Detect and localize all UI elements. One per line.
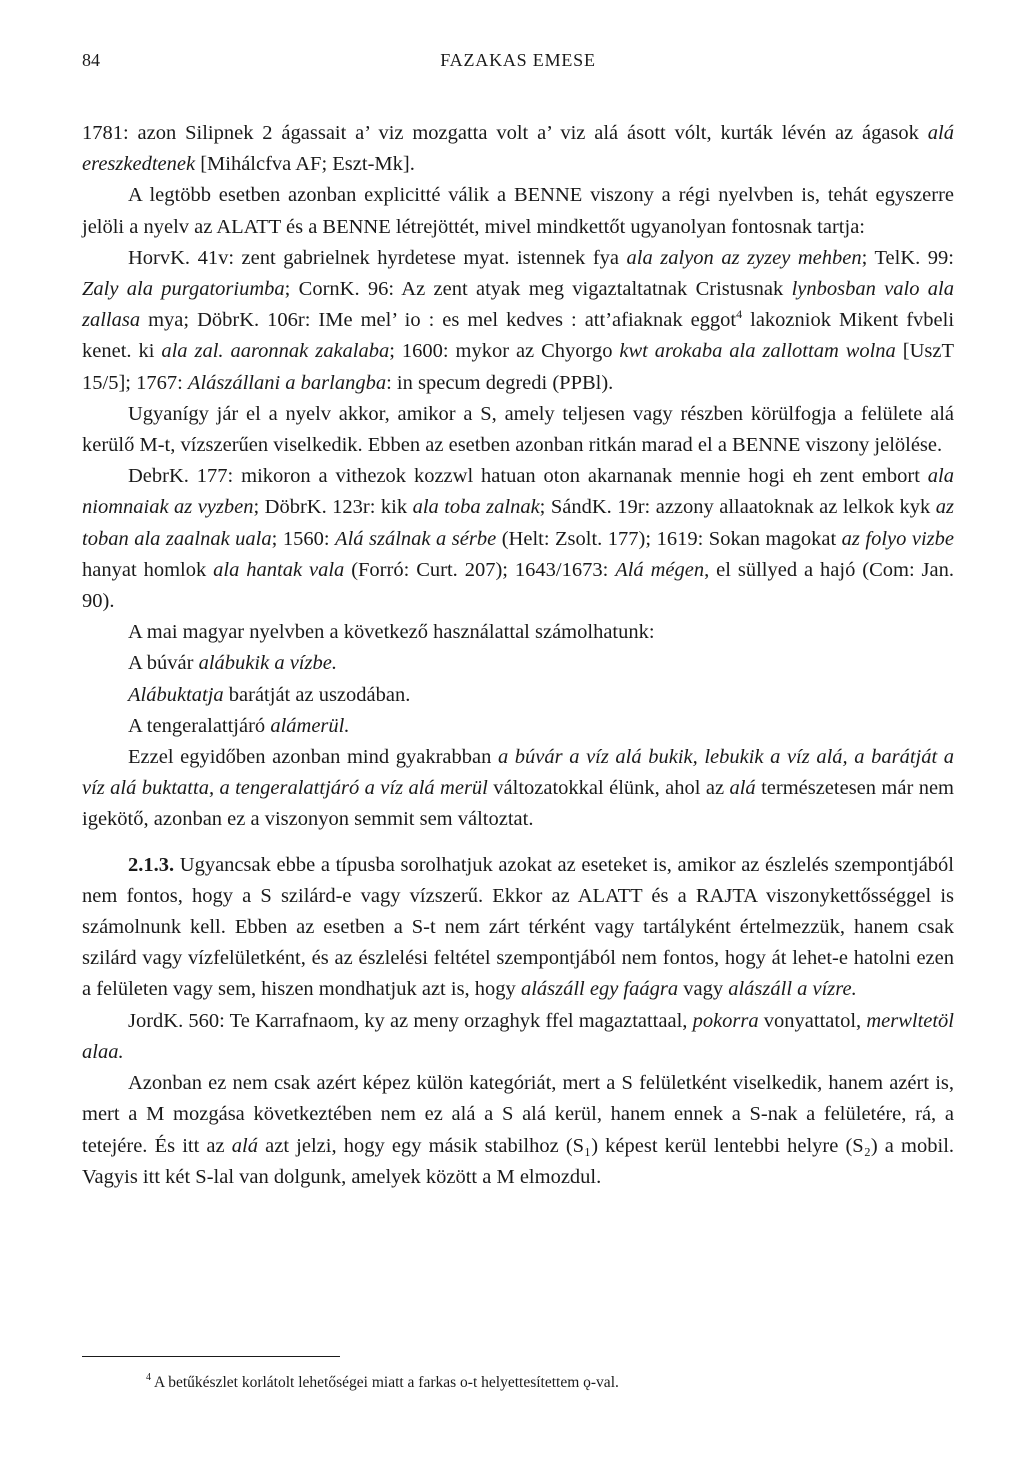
body-text: [82, 118, 954, 1193]
italic-run: Alá mégen: [615, 558, 705, 581]
italic-run: az toban ala zaalnak uala: [82, 496, 954, 550]
italic-run: alá ereszkedtenek: [82, 122, 954, 176]
text-run: lakozniok Mikent fvbeli kenet. ki: [82, 309, 955, 363]
italic-run: a búvár a víz alá bukik, lebukik a víz alá, a barátját a víz alá buktatta, a tengeralattjáró a víz alá merül: [82, 746, 954, 800]
italic-run: merwltetöl alaa.: [82, 1009, 954, 1063]
paragraph: [82, 1068, 954, 1193]
paragraph: [82, 711, 954, 742]
text-run: ; TelK. 99:: [861, 246, 954, 269]
text-run: : in specum degredi (PPBl).: [386, 371, 614, 394]
text-run: A tengeralattjáró: [128, 714, 271, 737]
italic-run: ala niomnaiak az vyzben: [82, 465, 954, 519]
paragraph: [82, 850, 954, 1006]
text-run: HorvK. 41v: zent gabrielnek hyrdetese myat. istennek fya: [128, 246, 627, 269]
paragraph: [82, 461, 954, 617]
running-title: FAZAKAS EMESE: [440, 50, 596, 70]
section-number: 2.1.3.: [128, 853, 175, 876]
italic-run: alászáll a vízre.: [728, 978, 857, 1001]
italic-run: alá: [729, 777, 756, 800]
text-run: barátját az uszodában.: [223, 683, 411, 706]
italic-run: ala hantak vala: [213, 558, 345, 581]
italic-run: az folyo vizbe: [841, 527, 955, 550]
document-page: [82, 0, 954, 1476]
footnote-text: A betűkészlet korlátolt lehetőségei miatt a farkas o-t helyettesítettem ǫ-val.: [154, 1374, 619, 1391]
paragraph: [82, 617, 954, 648]
paragraph: [82, 118, 954, 180]
italic-run: Alászállani a barlangba: [187, 371, 387, 394]
text-run: A búvár: [128, 652, 199, 675]
footnote-rule: [82, 1356, 340, 1357]
italic-run: Zaly ala purgatoriumba: [82, 278, 285, 301]
italic-run: Alá szálnak a sérbe: [335, 527, 497, 550]
text-run: mya; DöbrK. 106r: IMe mel’ io : es mel kedves : att’afiaknak eggot: [140, 309, 737, 332]
text-run: A legtöbb esetben azonban explicitté válik a BENNE viszony a régi nyelvben is, tehát egyszerre jelöli a nyelv az ALATT és a BENNE létrejöttét, mivel mindkettőt ugyanolyan fontosnak tartja:: [82, 184, 954, 238]
text-run: vonyattatol,: [758, 1009, 867, 1032]
footnote-mark: 4: [146, 1372, 151, 1383]
text-run: Ezzel egyidőben azonban mind gyakrabban: [128, 746, 498, 769]
text-run: Ugyanígy jár el a nyelv akkor, amikor a S, amely teljesen vagy részben körülfogja a felülete alá kerülő M-t, vízszerűen viselkedik. Ebben az esetben azonban ritkán marad el a BENNE viszony jelölése.: [82, 402, 954, 457]
italic-run: kwt arokaba ala zallottam wolna: [619, 340, 896, 363]
paragraph: [82, 180, 954, 242]
italic-run: alábukik a vízbe.: [198, 652, 337, 675]
text-run: [Mihálcfva AF; Eszt-Mk].: [195, 153, 415, 176]
text-run: [UszT 15/5]; 1767:: [82, 340, 954, 394]
text-run: ; 1560:: [271, 527, 336, 550]
paragraph: [82, 399, 954, 461]
text-run: Azonban ez nem csak azért képez külön kategóriát, mert a S felületként viselkedik, hanem azért is, mert a M mozgása következtében nem ez alá a S alá kerül, hanem ennek a S-nak a felületére, rá, a tetejére. És itt az: [82, 1072, 954, 1157]
italic-run: pokorra: [692, 1009, 759, 1032]
footnote: [146, 1374, 954, 1392]
text-run: természetesen már nem igekötő, azonban ez a viszonyon semmit sem változtat.: [82, 777, 954, 831]
paragraph: [82, 1006, 954, 1068]
paragraph: [82, 742, 954, 836]
text-run: A mai magyar nyelvben a következő használattal számolhatunk:: [128, 621, 655, 644]
text-run: azt jelzi, hogy egy másik stabilhoz (S₁) képest kerül lentebbi helyre (S₂) a mobil. Vagyis itt két S-lal van dolgunk, amelyek között a M elmozdul.: [82, 1134, 955, 1188]
text-run: 1781: azon Silipnek 2 ágassait a’ viz mozgatta volt a’ viz alá ásott vólt, kurták lévén az ágasok: [82, 122, 928, 144]
italic-run: Alábuktatja: [128, 683, 224, 706]
text-run: (Forró: Curt. 207); 1643/1673:: [344, 558, 616, 581]
italic-run: alá: [231, 1134, 258, 1157]
text-run: vagy: [678, 978, 729, 1001]
italic-run: alámerül.: [270, 714, 350, 737]
text-run: , el süllyed a hajó (Com: Jan. 90).: [82, 558, 955, 613]
text-run: ; 1600: mykor az Chyorgo: [389, 340, 620, 363]
text-run: hanyat homlok: [82, 558, 214, 581]
text-run: (Helt: Zsolt. 177); 1619: Sokan magokat: [496, 527, 842, 550]
italic-run: ala zalyon az zyzey mehben: [626, 246, 862, 269]
italic-run: lynbosban valo ala zallasa: [82, 278, 955, 332]
italic-run: ala zal. aaronnak zakalaba: [161, 340, 390, 363]
text-run: Ugyancsak ebbe a típusba sorolhatjuk azokat az eseteket is, amikor az észlelés szempontjából nem fontos, hogy a S szilárd-e vagy vízszerű. Ekkor az ALATT és a RAJTA viszonykettősséggel is számolnunk kell. Ebben az esetben a S-t nem zárt térként vagy tartályként értelmezzük, hanem csak szilárd vagy vízfelületként, és az észlelési feltétel szempontjából nem fontos, hogy át lehet-e hatolni ezen a felületen vagy sem, hiszen mondhatjuk azt is, hogy: [82, 853, 954, 1001]
italic-run: ala toba zalnak: [412, 496, 540, 519]
italic-run: alászáll egy faágra: [520, 978, 679, 1001]
text-run: JordK. 560: Te Karrafnaom, ky az meny orzaghyk ffel magaztattaal,: [128, 1009, 693, 1032]
page-number: 84: [82, 50, 100, 70]
paragraph: [82, 648, 954, 679]
paragraph: [82, 243, 954, 399]
running-header: [82, 50, 954, 76]
footnote-ref: 4: [736, 307, 743, 322]
text-run: ; DöbrK. 123r: kik: [253, 496, 413, 519]
text-run: ; SándK. 19r: azzony allaatoknak az lelkok kyk: [539, 496, 936, 519]
text-run: DebrK. 177: mikoron a vithezok kozzwl hatuan oton akarnanak mennie hogi eh zent embort: [128, 465, 928, 488]
paragraph: [82, 680, 954, 711]
text-run: ; CornK. 96: Az zent atyak meg vigaztaltatnak Cristusnak: [284, 278, 792, 301]
text-run: változatokkal élünk, ahol az: [487, 777, 730, 800]
